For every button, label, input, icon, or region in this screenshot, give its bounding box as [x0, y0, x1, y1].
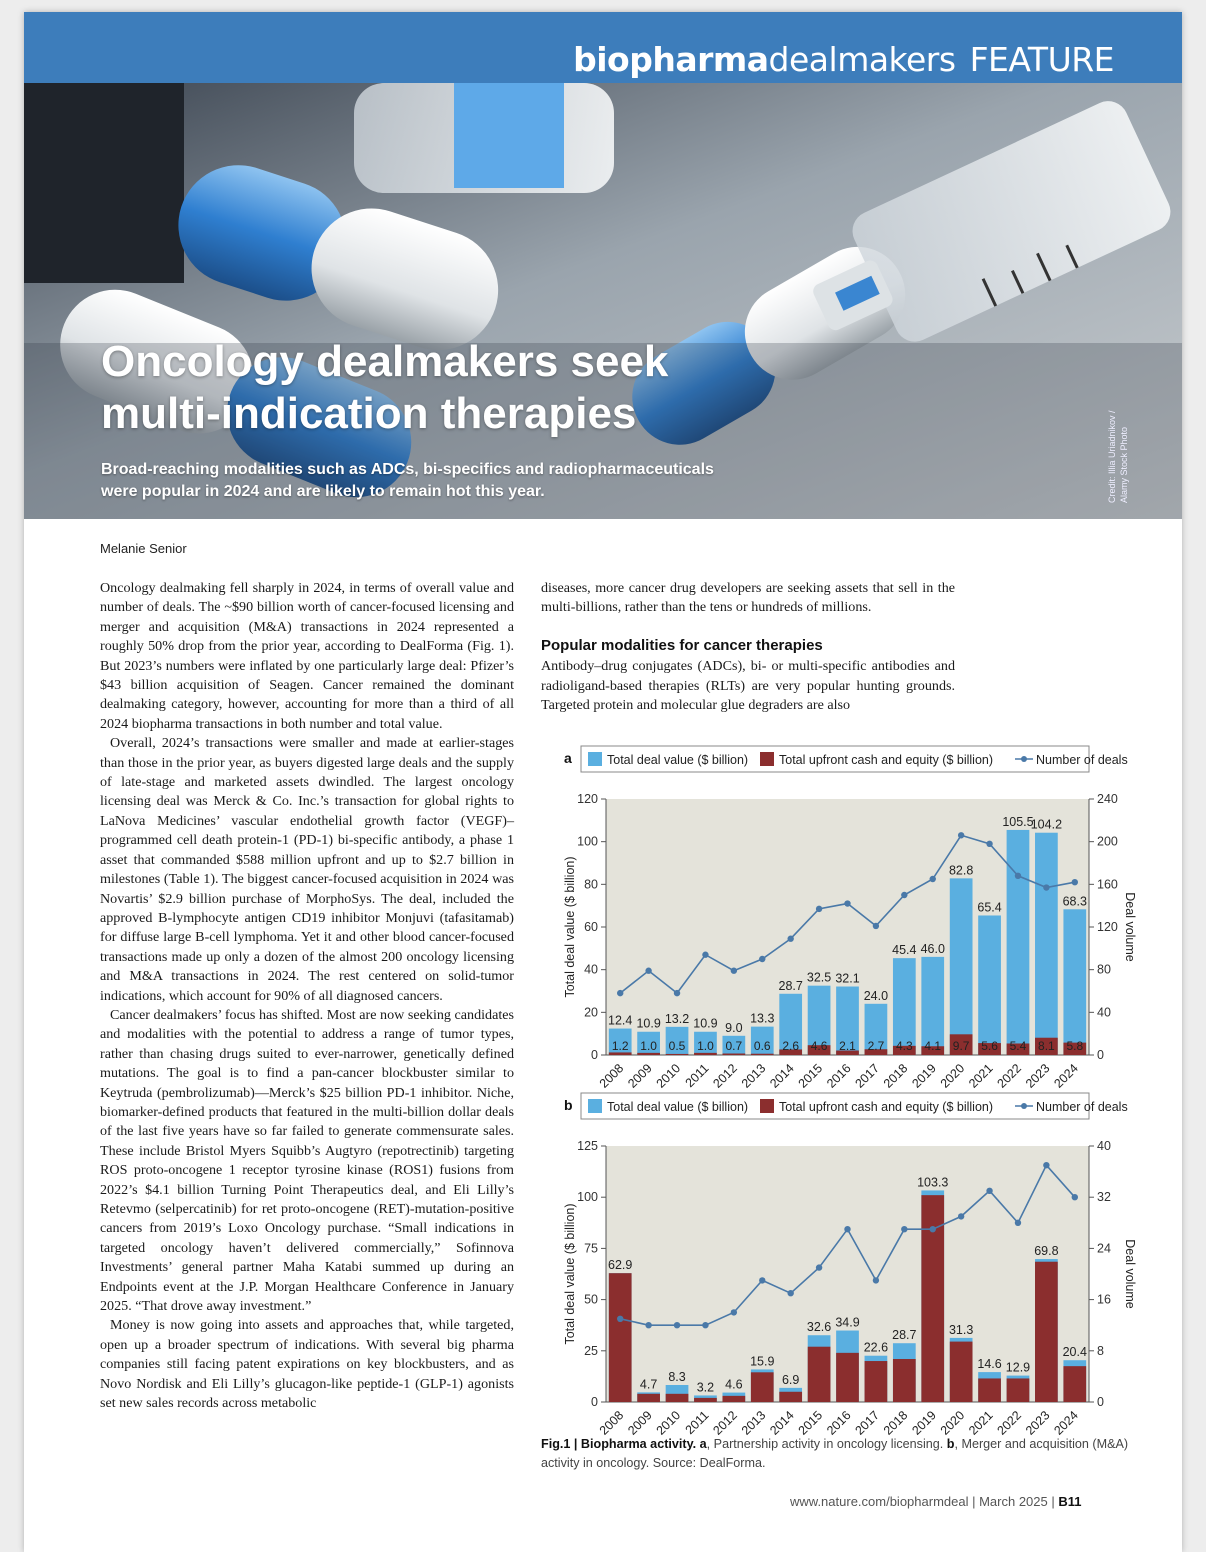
legend-swatch-upfront	[760, 1099, 774, 1113]
data-label-total: 4.6	[725, 1377, 743, 1392]
body-column-left	[100, 579, 514, 1413]
paragraph-6: Antibody–drug conjugates (ADCs), bi- or multi-specific antibodies and radioligand-based therapies (RLTs) are very popular hunting grounds. Targeted protein and molecular glue degraders are also	[541, 658, 955, 714]
figure-caption	[541, 1435, 1131, 1473]
deals-point	[787, 1290, 793, 1296]
y2-tick-label: 0	[1097, 1048, 1104, 1062]
y-tick-label: 20	[584, 1005, 598, 1020]
bar-upfront	[865, 1361, 888, 1402]
y-tick-label: 125	[577, 1139, 598, 1153]
y-tick-label: 0	[591, 1048, 598, 1062]
data-label-total: 68.3	[1062, 894, 1087, 909]
data-label-upfront: 9.7	[952, 1039, 970, 1053]
deals-point	[844, 1226, 850, 1232]
y2-tick-label: 120	[1097, 920, 1118, 934]
data-label-total: 46.0	[920, 941, 945, 956]
data-label-total: 8.3	[668, 1370, 686, 1385]
data-label-total: 13.3	[750, 1011, 775, 1026]
y-tick-label: 100	[577, 1190, 598, 1205]
deals-point	[702, 952, 708, 958]
x-tick-label: 2017	[852, 1408, 883, 1438]
deals-point	[930, 1226, 936, 1232]
y-tick-label: 50	[584, 1292, 598, 1307]
data-label-upfront: 4.1	[924, 1039, 942, 1053]
x-tick-label: 2023	[1022, 1061, 1053, 1091]
data-label-total: 24.0	[863, 988, 889, 1003]
article-title	[101, 336, 668, 440]
y-tick-label: 40	[584, 962, 598, 977]
x-tick-label: 2014	[767, 1061, 797, 1091]
data-label-total: 20.4	[1062, 1345, 1087, 1360]
bar-upfront	[893, 1359, 916, 1402]
deals-point	[731, 1309, 737, 1315]
deals-point	[844, 900, 850, 906]
x-tick-label: 2011	[682, 1408, 712, 1438]
header-banner	[24, 12, 1182, 83]
x-tick-label: 2011	[682, 1061, 712, 1091]
x-tick-label: 2024	[1051, 1061, 1081, 1091]
y2-tick-label: 160	[1097, 877, 1118, 892]
paragraph-2: Overall, 2024’s transactions were smaller and made at earlier-stages than those in the prior year, as buyers digested large deals and the supply of late-stage and marketed assets dwindled. The largest oncology licensing deal was Merck & Co. Inc.’s transaction for global rights to LaNova Medicines’ vascular endothelial growth factor (VEGF)–programmed cell death protein-1 (PD-1) bi-specific antibody, a phase 1 asset that commanded $588 million upfront and up to $2.7 billion in milestones (Table 1). The biggest cancer-focused acquisition in 2024 was Novartis’ $2.9 billion purchase of MorphoSys. The deal, included the approved B-lymphocyte antigen CD19 inhibitor Monjuvi (tafasitamab) for diffuse large B-cell lymphoma. Yet it and other blood cancer-focused transactions made up only a dozen of the almost 200 oncology licensing and M&A transactions in 2024. The rest centered on solid-tumor indications, which account for 90% of all diagnosed cancers.	[100, 735, 514, 1004]
deals-point	[731, 968, 737, 974]
subtitle-line-1: Broad-reaching modalities such as ADCs, bi-specifics and radiopharmaceuticals	[101, 461, 714, 478]
x-tick-label: 2012	[710, 1408, 740, 1438]
author-byline: Melanie Senior	[100, 541, 187, 556]
deals-point	[759, 956, 765, 962]
deals-point	[816, 1264, 822, 1270]
bar-upfront	[1035, 1262, 1058, 1402]
bar-upfront	[836, 1353, 859, 1402]
data-label-upfront: 0.6	[753, 1039, 771, 1053]
section-heading: Popular modalities for cancer therapies	[541, 636, 823, 654]
y-tick-label: 25	[584, 1343, 598, 1358]
credit-line-1: Credit: Illia Uriadnikov /	[1107, 410, 1117, 503]
data-label-total: 103.3	[917, 1175, 949, 1190]
bar-total	[1035, 833, 1058, 1055]
bar-upfront	[779, 1392, 802, 1402]
x-tick-label: 2010	[653, 1408, 684, 1438]
deals-point	[1015, 1220, 1021, 1226]
data-label-total: 65.4	[977, 900, 1002, 915]
bar-upfront	[666, 1394, 689, 1402]
y2-tick-label: 32	[1097, 1190, 1111, 1205]
bar-total	[1063, 909, 1086, 1055]
data-label-total: 104.2	[1030, 817, 1063, 832]
data-label-upfront: 5.8	[1066, 1039, 1084, 1053]
deals-point	[958, 1213, 964, 1219]
deals-point	[1043, 1162, 1049, 1168]
x-tick-label: 2008	[596, 1061, 627, 1091]
legend-marker-deals	[1021, 1103, 1027, 1109]
x-tick-label: 2020	[937, 1061, 968, 1091]
deals-point	[816, 906, 822, 912]
y2-tick-label: 40	[1097, 1139, 1111, 1153]
y-axis-title: Total deal value ($ billion)	[563, 856, 577, 998]
caption-b-text: , Merger and acquisition (M&A) activity in oncology. Source: DealForma.	[541, 1437, 1129, 1470]
deals-point	[958, 832, 964, 838]
data-label-upfront: 1.2	[611, 1039, 629, 1053]
data-label-upfront: 4.3	[895, 1039, 913, 1053]
data-label-upfront: 1.0	[697, 1039, 714, 1053]
data-label-total: 32.6	[806, 1320, 832, 1335]
bar-upfront	[978, 1378, 1001, 1402]
bar-total	[950, 878, 973, 1055]
data-label-upfront: 0.5	[668, 1039, 686, 1053]
bar-upfront	[751, 1372, 774, 1402]
x-tick-label: 2009	[625, 1061, 655, 1091]
y2-tick-label: 8	[1097, 1343, 1104, 1358]
legend-label-upfront: Total upfront cash and equity ($ billion)	[779, 1100, 994, 1114]
data-label-upfront: 2.7	[867, 1039, 885, 1053]
data-label-upfront: 2.1	[839, 1039, 856, 1053]
deals-point	[1015, 873, 1021, 879]
masthead	[573, 40, 1114, 79]
data-label-total: 10.9	[693, 1016, 718, 1031]
title-line-1: Oncology dealmakers seek	[101, 337, 669, 386]
deals-point	[645, 968, 651, 974]
x-tick-label: 2010	[653, 1061, 684, 1091]
deals-point	[1072, 879, 1078, 885]
data-label-total: 105.5	[1002, 814, 1034, 829]
deals-point	[674, 1322, 680, 1328]
data-label-total: 10.9	[636, 1016, 661, 1031]
paragraph-4: Money is now going into assets and approaches that, while targeted, open up a broader spectrum of indications. With several big pharma companies still facing patent expirations on key blockbusters, and as Novo Nordisk and Eli Lilly’s glucagon-like peptide-1 (GLP-1) agonists set new sales records across metabolic	[100, 1317, 514, 1412]
x-tick-label: 2009	[625, 1408, 655, 1438]
data-label-total: 22.6	[863, 1340, 889, 1355]
deals-point	[787, 936, 793, 942]
chart-legend	[564, 1093, 1128, 1119]
y-tick-label: 120	[577, 792, 598, 806]
data-label-total: 13.2	[664, 1011, 690, 1026]
y-axis-title: Total deal value ($ billion)	[563, 1203, 577, 1345]
caption-a-marker: a	[699, 1437, 707, 1451]
deals-point	[873, 1277, 879, 1283]
data-label-total: 6.9	[781, 1372, 800, 1387]
x-tick-label: 2012	[710, 1061, 740, 1091]
legend-label-total: Total deal value ($ billion)	[607, 753, 749, 767]
bar-upfront	[694, 1398, 717, 1402]
data-label-total: 45.4	[892, 943, 917, 958]
data-label-total: 62.9	[608, 1258, 633, 1273]
section-label: FEATURE	[969, 40, 1114, 79]
chart-panel-b	[536, 1086, 1137, 1438]
x-tick-label: 2019	[909, 1061, 939, 1091]
x-tick-label: 2024	[1051, 1408, 1081, 1438]
caption-label: Fig.1 | Biopharma activity.	[541, 1437, 697, 1451]
legend-swatch-upfront	[760, 752, 774, 766]
x-tick-label: 2015	[795, 1408, 826, 1438]
x-tick-label: 2022	[994, 1408, 1025, 1438]
bar-upfront	[609, 1273, 632, 1402]
photo-credit	[1106, 373, 1130, 503]
legend-label-deals: Number of deals	[1036, 753, 1128, 767]
bar-upfront	[694, 1053, 717, 1055]
pills-illustration	[24, 83, 1182, 519]
deals-point	[702, 1322, 708, 1328]
x-tick-label: 2016	[824, 1408, 854, 1438]
panel-letter: a	[564, 750, 572, 766]
bar-upfront	[808, 1347, 831, 1402]
x-tick-label: 2020	[937, 1408, 968, 1438]
data-label-total: 14.6	[977, 1357, 1002, 1372]
chart-legend	[564, 746, 1128, 772]
y2-tick-label: 24	[1097, 1241, 1111, 1256]
x-tick-label: 2018	[880, 1061, 911, 1091]
body-column-right	[541, 579, 955, 715]
bar-upfront	[637, 1394, 660, 1402]
deals-point	[901, 1226, 907, 1232]
article-subtitle	[101, 459, 801, 503]
chart-panel-a	[536, 739, 1137, 1091]
bar-upfront	[1007, 1378, 1030, 1402]
data-label-total: 34.9	[835, 1315, 860, 1330]
paragraph-1: Oncology dealmaking fell sharply in 2024, in terms of overall value and number of deals. The ~$90 billion worth of cancer-focused licensing and merger and acquisition (M&A) transactions in 2024 represented a roughly 50% drop from the prior year, according to DealForma (Fig. 1). But 2023’s numbers were inflated by one particularly large deal: Pfizer’s $43 billion acquisition of Seagen. Cancer remained the dominant dealmaking category, however, accounting for more than a third of all 2024 biopharma transactions in both number and total value.	[100, 580, 514, 732]
data-label-total: 28.7	[892, 1328, 917, 1343]
x-tick-label: 2018	[880, 1408, 911, 1438]
data-label-total: 12.4	[608, 1013, 633, 1028]
legend-marker-deals	[1021, 756, 1027, 762]
x-tick-label: 2016	[824, 1061, 854, 1091]
x-tick-label: 2019	[909, 1408, 939, 1438]
deals-point	[1072, 1194, 1078, 1200]
bar-total	[1007, 830, 1030, 1055]
x-tick-label: 2023	[1022, 1408, 1053, 1438]
y2-tick-label: 200	[1097, 834, 1118, 849]
deals-point	[645, 1322, 651, 1328]
y2-tick-label: 240	[1097, 792, 1118, 806]
data-label-upfront: 0.7	[725, 1039, 743, 1053]
legend-swatch-total	[588, 752, 602, 766]
deals-point	[873, 923, 879, 929]
data-label-total: 9.0	[725, 1020, 743, 1035]
x-tick-label: 2022	[994, 1061, 1025, 1091]
y-tick-label: 100	[577, 834, 598, 849]
page-footer: www.nature.com/biopharmdeal | March 2025 | B11	[790, 1494, 1082, 1509]
deals-point	[986, 1188, 992, 1194]
y2-axis-title: Deal volume	[1123, 1239, 1137, 1309]
figure-1	[536, 739, 1137, 1439]
caption-b-marker: b	[946, 1437, 955, 1451]
subtitle-line-2: were popular in 2024 and are likely to remain hot this year.	[101, 483, 545, 500]
data-label-upfront: 4.6	[810, 1039, 828, 1053]
data-label-total: 3.2	[696, 1380, 715, 1395]
data-label-total: 12.9	[1005, 1360, 1031, 1375]
legend-swatch-total	[588, 1099, 602, 1113]
deals-point	[617, 990, 623, 996]
data-label-total: 82.8	[948, 863, 974, 878]
bar-upfront	[666, 1054, 689, 1055]
y-tick-label: 75	[584, 1241, 598, 1256]
bar-upfront	[722, 1396, 745, 1402]
hero-image	[24, 83, 1182, 519]
deals-point	[617, 1316, 623, 1322]
bar-upfront	[722, 1054, 745, 1055]
data-label-total: 4.7	[639, 1377, 658, 1392]
data-label-total: 28.7	[778, 978, 803, 993]
bar-upfront	[950, 1342, 973, 1402]
footer-url: www.nature.com/biopharmdeal	[790, 1494, 969, 1509]
data-label-upfront: 5.4	[1009, 1039, 1027, 1053]
panel-letter: b	[564, 1097, 573, 1113]
y2-tick-label: 80	[1097, 962, 1111, 977]
deals-point	[759, 1277, 765, 1283]
title-line-2: multi-indication therapies	[101, 389, 637, 438]
x-tick-label: 2021	[966, 1408, 996, 1438]
y-tick-label: 60	[584, 920, 598, 934]
data-label-total: 32.5	[806, 970, 832, 985]
y2-axis-title: Deal volume	[1123, 892, 1137, 962]
x-tick-label: 2021	[966, 1061, 996, 1091]
credit-line-2: Alamy Stock Photo	[1119, 426, 1129, 503]
x-tick-label: 2015	[795, 1061, 826, 1091]
y2-tick-label: 16	[1097, 1292, 1111, 1307]
data-label-upfront: 8.1	[1038, 1039, 1055, 1053]
x-tick-label: 2017	[852, 1061, 883, 1091]
deals-point	[930, 876, 936, 882]
legend-label-total: Total deal value ($ billion)	[607, 1100, 749, 1114]
x-tick-label: 2013	[738, 1061, 769, 1091]
footer-date: March 2025	[979, 1494, 1048, 1509]
data-label-total: 31.3	[948, 1322, 974, 1337]
y2-tick-label: 40	[1097, 1005, 1111, 1020]
x-tick-label: 2008	[596, 1408, 627, 1438]
y-tick-label: 80	[584, 877, 598, 892]
bar-upfront	[637, 1053, 660, 1055]
deals-point	[901, 892, 907, 898]
data-label-total: 15.9	[750, 1354, 775, 1369]
deals-point	[986, 841, 992, 847]
data-label-total: 69.8	[1034, 1244, 1059, 1259]
legend-label-deals: Number of deals	[1036, 1100, 1128, 1114]
brand-rest: dealmakers	[768, 40, 956, 79]
data-label-total: 32.1	[835, 971, 860, 986]
deals-point	[674, 990, 680, 996]
data-label-upfront: 2.6	[782, 1039, 800, 1053]
x-tick-label: 2014	[767, 1408, 797, 1438]
deals-point	[1043, 884, 1049, 890]
y-tick-label: 0	[591, 1395, 598, 1409]
paragraph-3: Cancer dealmakers’ focus has shifted. Most are now seeking candidates and modalities with the potential to address a range of tumor types, rather than chasing drugs suited to ever-narrower, genetically defined mutations. The goal is to find a pan-cancer blockbuster similar to Keytruda (pembrolizumab)—Merck’s $25 billion PD-1 inhibitor. Niche, biomarker-defined products that featured in the multi-billion dollar deals of the last five years have so far failed to generate commensurate sales. These include Bristol Myers Squibb’s Augtyro (repotrectinib) targeting ROS proto-oncogene 1 receptor tyrosine kinase (ROS1) fusions from 2022’s $4.1 billion Turning Point Therapeutics deal, and Eli Lilly’s Retevmo (selpercatinib) for ret proto-oncogene (RET)-mutation-positive cancers from 2019’s Loxo Oncology purchase. “Small indications in targeted oncology haven’t delivered commercially,” Sofinnova Investments’ general partner Maha Katabi summed up during an Endpoints event at the J.P. Morgan Healthcare Conference in January 2025. “That drove away investment.”	[100, 1006, 514, 1315]
data-label-upfront: 5.6	[981, 1039, 998, 1053]
bar-upfront	[1063, 1366, 1086, 1402]
caption-a-text: , Partnership activity in oncology licensing.	[706, 1437, 944, 1451]
legend-label-upfront: Total upfront cash and equity ($ billion)	[779, 753, 994, 767]
paragraph-5: diseases, more cancer drug developers are seeking assets that sell in the multi-billions, rather than the tens or hundreds of millions.	[541, 580, 955, 616]
magazine-page	[24, 12, 1182, 1552]
bar-upfront	[751, 1054, 774, 1055]
footer-page: B11	[1058, 1494, 1082, 1509]
bar-total	[978, 915, 1001, 1055]
y2-tick-label: 0	[1097, 1395, 1104, 1409]
brand-bold: biopharma	[573, 40, 769, 79]
data-label-upfront: 1.0	[640, 1039, 657, 1053]
x-tick-label: 2013	[738, 1408, 769, 1438]
